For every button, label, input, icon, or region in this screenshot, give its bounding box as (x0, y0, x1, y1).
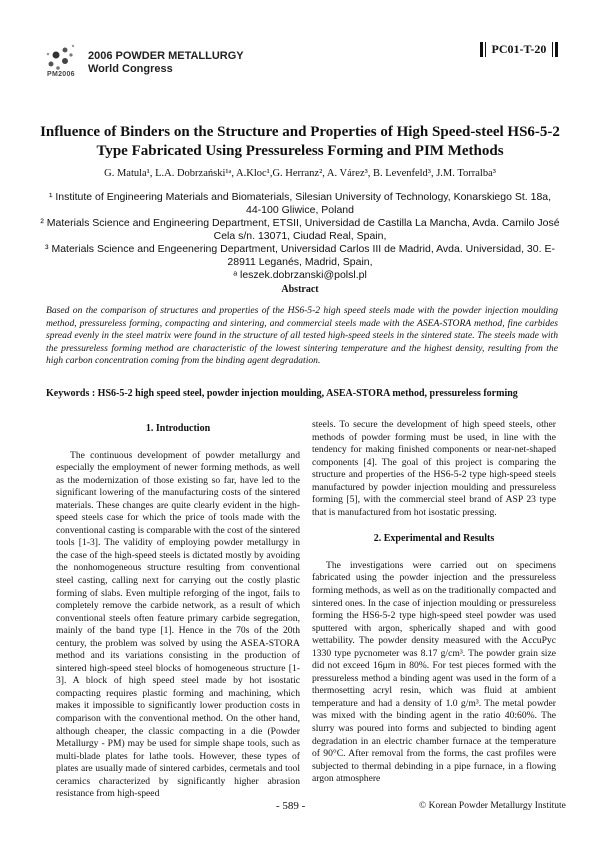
abstract-heading: Abstract (281, 284, 319, 295)
affiliations (40, 191, 560, 282)
experimental-heading: 2. Experimental and Results (373, 533, 495, 545)
affiliation-1: ¹ Institute of Engineering Materials and Biomaterials, Silesian University of Technology, Konarskiego St. 18a, 44-100 Gliwice, Poland (48, 191, 552, 216)
affiliation-3: ³ Materials Science and Engeenering Department, Universidad Carlos III de Madrid, Avda. Universidad, 30. E-28911 Leganés, Madrid, Spain, (45, 243, 555, 268)
affiliation-2: ² Materials Science and Engineering Department, ETSII, Universidad de Castilla La Mancha, Avda. Camilo José Cela s/n. 13071, Ciudad Real, Spain, (40, 217, 560, 242)
experimental-paragraph: The investigations were carried out on specimens fabricated using the powder injection and the pressureless forming methods, as well as on the traditionally compacted and sintered ones. In the case of injection moulding or pressureless forming the HS6-5-2 type high-speed steel powder was used sputtered with argon, spherically shaped and with good wettability. The powder density measured with the AccuPyc 1330 type pycnometer was 8.17 g/cm³. The powder grain size did not exceed 16μm in 80%. For test pieces formed with the pressureless method a binding agent was used in the form of a thermosetting acryl resin, which was fluid at ambient temperature and had a density of 1.0 g/m³. The metal powder was mixed with the binding agent in the ratio 40:60%. The slurry was poured into forms and subjected to binding agent degradation in an electric chamber furnace at the temperature of 90°C. After removal from the forms, the cast profiles were subjected to thermal debinding in a pipe furnace, in a flowing argon atmosphere (312, 559, 556, 785)
paper-title: Influence of Binders on the Structure and Properties of High Speed-steel HS6-5-2 Type Fabricated Using Pressureless Forming and PIM Methods (40, 124, 560, 159)
copyright: © Korean Powder Metallurgy Institute (419, 801, 566, 811)
paper-code: PC01-T-20 (491, 41, 547, 56)
author-email: ᵃ leszek.dobrzanski@polsl.pl (233, 269, 367, 281)
keywords: Keywords : HS6-5-2 high speed steel, powder injection moulding, ASEA-STORA method, pressureless forming (46, 388, 518, 399)
right-column (312, 419, 556, 786)
conference-line1: 2006 POWDER METALLURGY (88, 50, 244, 62)
logo-text: PM2006 (47, 71, 75, 78)
author-list: G. Matula¹, L.A. Dobrzański¹ᵃ, A.Kloc¹,G. Herranz², A. Várez³, B. Levenfeld³, J.M. Torralba³ (104, 168, 496, 179)
introduction-continuation: steels. To secure the development of high speed steels, other methods of powder forming must be used, in line with the tendency for making finished components or near-net-shaped components [4]. The goal of this project is comparing the structure and properties of the HS6-5-2 type high-speed steels manufactured by powder injection moulding and pressureless forming [5], with the commercial steel brand of ASP 23 type that is manufactured from hot isostatic pressing. (312, 419, 556, 518)
page-number: - 589 - (276, 800, 306, 812)
introduction-paragraph: The continuous development of powder metallurgy and especially the employment of newer forming methods, as well as the modernization of those existing so far, have led to the significant lowering of the manufacturing costs of the sintered materials. These changes are quite clearly evident in the high-speed steels case for which the price of tools made with the conventional casting is comparable with the cost of the sintered tools [1-3]. The validity of employing powder metallurgy in the case of the high-speed steels is dictated mostly by avoiding the nonhomogeneous structure resulting from conventional steel casting, calling next for carrying out the costly plastic forming of slabs. Even multiple reforging of the ingot, fails to completely remove the carbide network, as a result of which conventional steels often feature primary carbide segregation, mainly of the band type [1]. Hence in the 70s of the 20th century, the problem was solved by using the ASEA-STORA method and its variations consisting in the production of sintered high-speed steel blocks of homogeneous structure [1-3]. A block of high speed steel made by hot isostatic compacting requires plastic forming and machining, which makes it impossible to significantly lower production costs in comparison with the conventional method. On the other hand, although cheaper, the classic compacting in a die (Powder Metallurgy - PM) may be used for simple shape tools, such as multi-blade plates for lathe tools. However, these types of plates are usually made of sintered carbides, cermetals and tool ceramics characterized by significantly higher abrasion resistance from high-speed (56, 449, 300, 800)
paper-code-badge (480, 41, 558, 57)
introduction-heading: 1. Introduction (145, 423, 211, 434)
left-column (56, 423, 300, 801)
abstract-text: Based on the comparison of structures and properties of the HS6-5-2 high speed steels made with the powder injection moulding method, pressureless forming, compacting and sintering, and commercial steels made with the ASEA-STORA method, fine carbides spread evenly in the steel matrix were found in the structure of all tested high-speed steels in the sintered state. The steels made with the pressureless forming method are characteristic of the lowest sintering temperature and the highest density, resulting from the high carbon concentration coming from the binding agent degradation. (46, 305, 558, 367)
conference-line2: World Congress (88, 63, 173, 75)
conference-name (88, 50, 244, 76)
